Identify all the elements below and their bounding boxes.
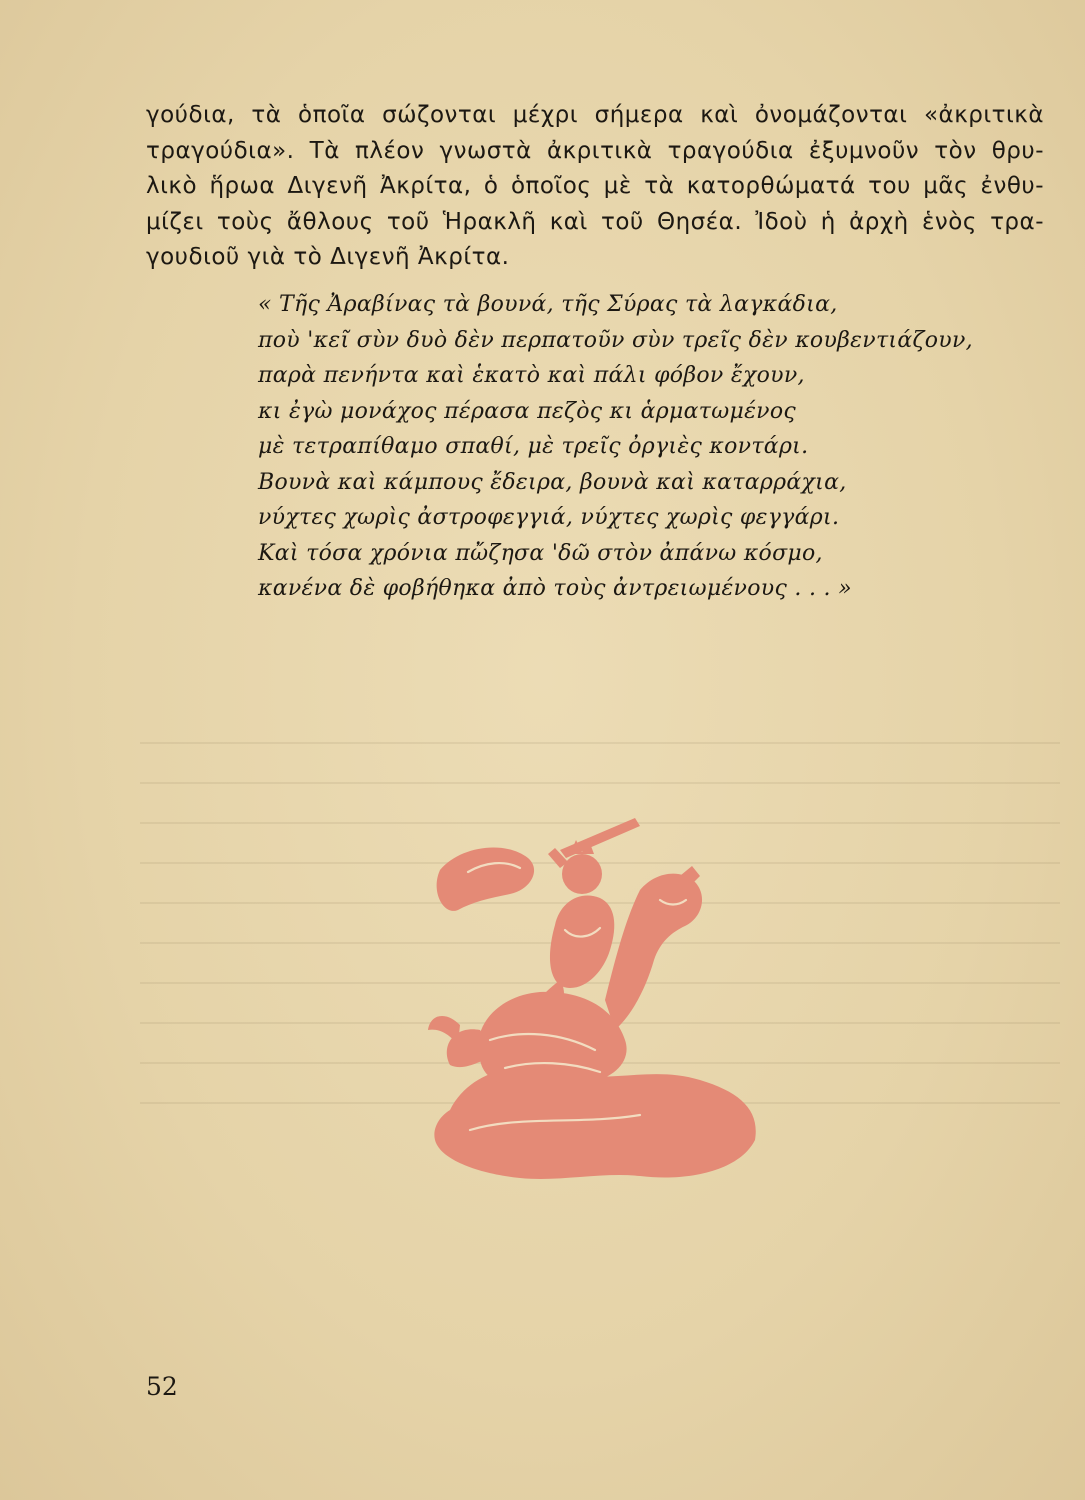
poem-line: Βουνὰ καὶ κάμπους ἔδειρα, βουνὰ καὶ καταρράχια,: [258, 469, 847, 495]
poem-line: κανένα δὲ φοβήθηκα ἀπὸ τοὺς ἀντρειωμένους . . . »: [258, 576, 852, 601]
prose-line: λικὸ ἥρωα Διγενῆ Ἀκρίτα, ὁ ὁποῖος μὲ τὰ κατορθώματά του μᾶς ἐνθυ-: [146, 173, 1044, 199]
page-number: 52: [146, 1372, 178, 1401]
prose-line: τραγούδια». Τὰ πλέον γνωστὰ ἀκριτικὰ τραγούδια ἐξυμνοῦν τὸν θρυ-: [146, 137, 1044, 164]
warrior-on-horse-icon: [410, 810, 770, 1190]
poem-line: ποὺ 'κεῖ σὺν δυὸ δὲν περπατοῦν σὺν τρεῖς δὲν κουβεντιάζουν,: [258, 327, 973, 353]
prose-line: γουδιοῦ γιὰ τὸ Διγενῆ Ἀκρίτα.: [146, 244, 510, 270]
poem-quote: [258, 287, 1018, 607]
prose-line: γούδια, τὰ ὁποῖα σώζονται μέχρι σήμερα καὶ ὀνομάζονται «ἀκριτικὰ: [146, 102, 1044, 128]
poem-line: « Τῆς Ἀραβίνας τὰ βουνά, τῆς Σύρας τὰ λαγκάδια,: [258, 292, 838, 317]
poem-line: κι ἐγὼ μονάχος πέρασα πεζὸς κι ἁρματωμένος: [258, 398, 797, 424]
poem-line: νύχτες χωρὶς ἀστροφεγγιά, νύχτες χωρὶς φεγγάρι.: [258, 505, 840, 530]
prose-line: μίζει τοὺς ἄθλους τοῦ Ἡρακλῆ καὶ τοῦ Θησέα. Ἰδοὺ ἡ ἀρχὴ ἑνὸς τρα-: [146, 208, 1044, 235]
poem-line: Καὶ τόσα χρόνια πὤζησα 'δῶ στὸν ἀπάνω κόσμο,: [258, 540, 823, 566]
poem-line: μὲ τετραπίθαμο σπαθί, μὲ τρεῖς ὀργιὲς κοντάρι.: [258, 434, 809, 459]
poem-line: παρὰ πενήντα καὶ ἑκατὸ καὶ πάλι φόβον ἔχουν,: [258, 363, 805, 388]
prose-paragraph: [146, 98, 1044, 276]
